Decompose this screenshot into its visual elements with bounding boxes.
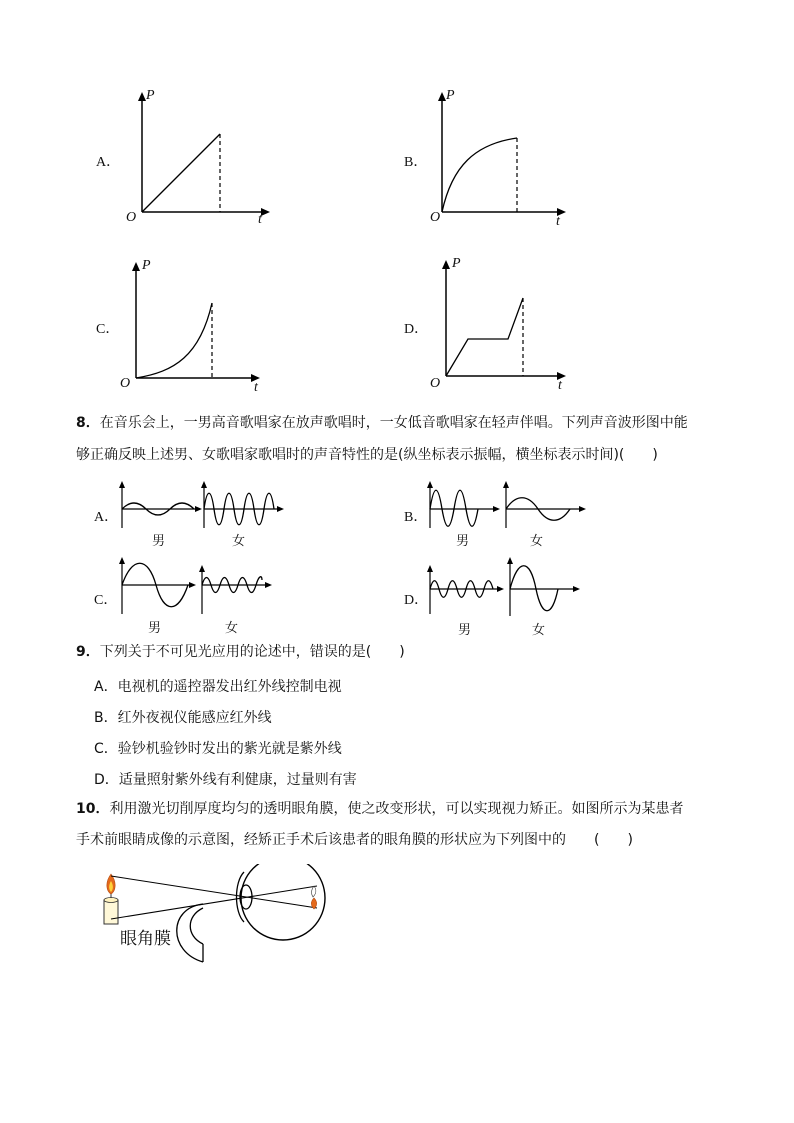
q9-choice-a: A．电视机的遥控器发出红外线控制电视 <box>94 679 342 695</box>
q8-d-female-caption: 女 <box>532 623 546 638</box>
q8-option-a-label: A． <box>94 510 119 525</box>
q8-option-c-label: C． <box>94 593 118 608</box>
q8-waveform-d <box>424 556 598 618</box>
q7-a-y-axis-label: P <box>146 88 155 103</box>
q9-choice-d: D．适量照射紫外线有利健康，过量则有害 <box>94 772 357 788</box>
q8-a-male-caption: 男 <box>152 534 166 549</box>
q8-a-female-caption: 女 <box>232 534 246 549</box>
q7-d-origin-label: O <box>430 376 441 391</box>
q8-stem-line-1 <box>76 408 688 439</box>
q7-c-y-axis-label: P <box>142 258 151 273</box>
q10-text-1: 利用激光切削厚度均匀的透明眼角膜，使之改变形状，可以实现视力矫正。如图所示为某患者 <box>109 801 684 817</box>
q8-b-male-wave <box>430 490 478 526</box>
q9-choice-b: B．红外夜视仪能感应红外线 <box>94 710 272 726</box>
q8-waveform-a <box>116 478 290 532</box>
q7-a-curve <box>142 134 220 212</box>
q8-number: 8． <box>76 415 100 431</box>
q8-d-male-caption: 男 <box>458 623 472 638</box>
q10-cornea-label: 眼角膜 <box>120 929 171 949</box>
q8-text-1: 在音乐会上，一男高音歌唱家在放声歌唱时，一女低音歌唱家在轻声伴唱。下列声音波形图中能 <box>99 415 688 431</box>
q10-number: 10． <box>76 801 110 817</box>
candle-icon <box>104 874 118 924</box>
q7-d-y-axis-label: P <box>452 256 461 271</box>
q8-stem-line-2: 够正确反映上述男、女歌唱家歌唱时的声音特性的是(纵坐标表示振幅，横坐标表示时间)( ) <box>76 447 658 463</box>
q7-b-origin-label: O <box>430 210 441 225</box>
q8-c-male-caption: 男 <box>148 621 162 636</box>
q10-eye-diagram <box>98 864 338 964</box>
q7-a-origin-label: O <box>126 210 137 225</box>
q8-option-b-label: B． <box>404 510 428 525</box>
q10-stem-line-1 <box>76 794 683 825</box>
q7-graph-b <box>420 86 580 231</box>
q8-b-male-caption: 男 <box>456 534 470 549</box>
q7-d-x-axis-label: t <box>558 378 562 393</box>
q9-number: 9． <box>76 644 100 660</box>
q8-waveform-c <box>116 556 290 618</box>
q7-option-a-label: A． <box>96 155 121 170</box>
q8-option-d-label: D． <box>404 593 429 608</box>
q9-choice-c: C．验钞机验钞时发出的紫光就是紫外线 <box>94 741 342 757</box>
q7-graph-d <box>424 256 584 396</box>
q7-b-curve <box>442 138 517 212</box>
q7-d-curve <box>446 298 523 376</box>
q7-c-curve <box>136 303 212 378</box>
q7-a-x-axis-label: t <box>258 212 262 227</box>
q7-c-x-axis-label: t <box>254 380 258 395</box>
q8-d-female-wave <box>510 566 558 611</box>
q7-graph-a <box>120 86 280 231</box>
q9-stem <box>76 637 405 668</box>
q8-b-female-caption: 女 <box>530 534 544 549</box>
q7-c-origin-label: O <box>120 376 131 391</box>
q7-graph-c <box>114 256 274 396</box>
q7-b-x-axis-label: t <box>556 214 560 229</box>
q7-option-c-label: C． <box>96 322 120 337</box>
q7-option-b-label: B． <box>404 155 428 170</box>
q7-b-y-axis-label: P <box>446 88 455 103</box>
q10-stem-line-2: 手术前眼睛成像的示意图，经矫正手术后该患者的眼角膜的形状应为下列图中的 ( ) <box>76 832 633 848</box>
q8-c-female-caption: 女 <box>225 621 239 636</box>
q8-waveform-b <box>424 478 598 532</box>
q7-option-d-label: D． <box>404 322 429 337</box>
q9-text: 下列关于不可见光应用的论述中，错误的是( ) <box>99 644 405 660</box>
